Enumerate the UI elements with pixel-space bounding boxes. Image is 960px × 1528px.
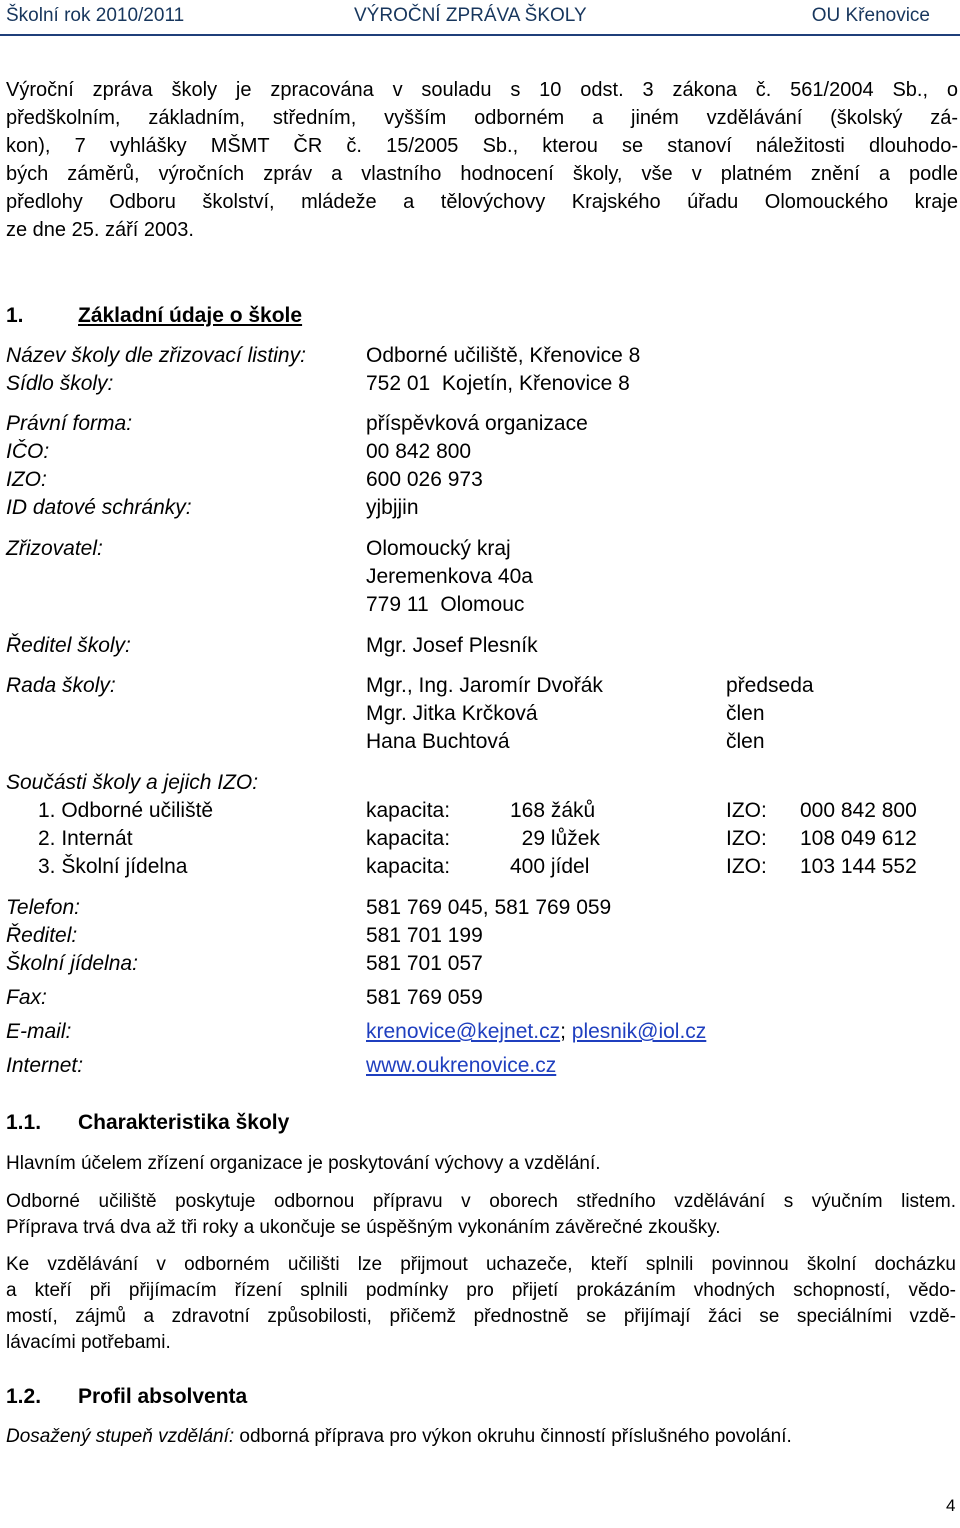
- email-link-plesnik[interactable]: plesnik@iol.cz: [571, 1020, 707, 1043]
- director-phone-value: 581 701 199: [366, 924, 483, 947]
- school-seat-value: 752 01 Kojetín, Křenovice 8: [366, 372, 630, 395]
- header-school-name: OU Křenovice: [811, 5, 930, 26]
- section-1-2-number: 1.2.: [6, 1385, 42, 1408]
- fax-value: 581 769 059: [366, 986, 483, 1009]
- canteen-phone-value: 581 701 057: [366, 952, 483, 975]
- education-level-label: Dosažený stupeň vzdělání:: [6, 1426, 235, 1447]
- intro-line: předlohy Odboru školství, mládeže a tělovýchovy Krajského úřadu Olomouckého kraje: [6, 191, 958, 213]
- founder-street: Jeremenkova 40a: [366, 565, 533, 588]
- intro-line: ze dne 25. září 2003.: [6, 219, 194, 241]
- section-1-1-title: Charakteristika školy: [78, 1111, 290, 1134]
- paragraph-training: [6, 1189, 956, 1241]
- header-school-year: Školní rok 2010/2011: [6, 5, 185, 26]
- board-member-role: předseda: [726, 674, 814, 697]
- board-member-name: Hana Buchtová: [366, 730, 510, 753]
- director-label: Ředitel školy:: [6, 634, 131, 657]
- education-level-value: odborná příprava pro výkon okruhu činností příslušného povolání.: [234, 1426, 792, 1447]
- school-part-capacity-label: kapacita:: [366, 799, 451, 822]
- school-parts-label: Součásti školy a jejich IZO:: [6, 771, 259, 794]
- intro-line: předškolním, základním, středním, vyšším odborném a jiném vzdělávání (školský zá-: [6, 107, 958, 129]
- school-part-name: 1. Odborné učiliště: [38, 799, 214, 822]
- school-part-izo-label: IZO:: [726, 799, 767, 822]
- school-part-izo: 108 049 612: [800, 827, 917, 850]
- school-part-name: 3. Školní jídelna: [38, 855, 188, 878]
- intro-line: bých záměrů, výročních zpráv a vlastního hodnocení školy, vše v platném znění a podle: [6, 163, 958, 185]
- board-member-role: člen: [726, 730, 765, 753]
- school-part-izo-label: IZO:: [726, 855, 767, 878]
- data-box-label: ID datové schránky:: [6, 496, 192, 519]
- paragraph-line: lávacími potřebami.: [6, 1332, 171, 1353]
- school-board-label: Rada školy:: [6, 674, 116, 697]
- section-1-2-title: Profil absolventa: [78, 1385, 248, 1408]
- paragraph-line: Ke vzdělávání v odborném učilišti lze přijmout uchazeče, kteří splnili povinnou školní docházku: [6, 1254, 956, 1275]
- school-part-izo: 000 842 800: [800, 799, 917, 822]
- school-part-capacity: 168 žáků: [510, 799, 596, 822]
- email-values: [366, 1020, 706, 1044]
- legal-form-label: Právní forma:: [6, 412, 133, 435]
- paragraph-line: Příprava trvá dva až tři roky a ukončuje se úspěšným vykonáním závěrečné zkoušky.: [6, 1217, 721, 1238]
- graduate-profile-line: [6, 1426, 792, 1448]
- section-1-1-number: 1.1.: [6, 1111, 42, 1134]
- board-member-name: Mgr. Jitka Krčková: [366, 702, 538, 725]
- school-part-capacity-label: kapacita:: [366, 827, 451, 850]
- founder-city: 779 11 Olomouc: [366, 593, 525, 616]
- paragraph-line: Hlavním účelem zřízení organizace je poskytování výchovy a vzdělání.: [6, 1153, 601, 1174]
- founder-label: Zřizovatel:: [6, 537, 103, 560]
- section-1-title: Základní údaje o škole: [78, 304, 303, 327]
- internet-label: Internet:: [6, 1054, 84, 1077]
- school-part-izo: 103 144 552: [800, 855, 917, 878]
- founder-name: Olomoucký kraj: [366, 537, 511, 560]
- paragraph-line: Odborné učiliště poskytuje odbornou přípravu v oborech středního vzdělávání s výučním listem.: [6, 1191, 956, 1212]
- page-number: 4: [946, 1496, 956, 1515]
- school-name-label: Název školy dle zřizovací listiny:: [6, 344, 306, 367]
- email-separator: ;: [560, 1020, 566, 1043]
- board-member-role: člen: [726, 702, 765, 725]
- paragraph-line: mostí, zájmů a zdravotní způsobilosti, přičemž přednostně se přijímají žáci se speciálními vzdě-: [6, 1306, 956, 1327]
- data-box-value: yjbjjin: [366, 496, 419, 519]
- school-part-capacity-label: kapacita:: [366, 855, 451, 878]
- header-report-title: VÝROČNÍ ZPRÁVA ŠKOLY: [354, 5, 587, 26]
- phone-label: Telefon:: [6, 896, 80, 919]
- email-link-krenovice[interactable]: krenovice@kejnet.cz: [366, 1020, 561, 1043]
- paragraph-purpose: [6, 1151, 956, 1177]
- izo-label: IZO:: [6, 468, 47, 491]
- director-phone-label: Ředitel:: [6, 924, 78, 947]
- school-name-value: Odborné učiliště, Křenovice 8: [366, 344, 641, 367]
- intro-paragraph: [6, 76, 958, 244]
- intro-line: kon), 7 vyhlášky MŠMT ČR č. 15/2005 Sb., kterou se stanoví náležitosti dlouhodo-: [6, 135, 958, 157]
- phone-value: 581 769 045, 581 769 059: [366, 896, 612, 919]
- intro-line: Výroční zpráva školy je zpracována v souladu s 10 odst. 3 zákona č. 561/2004 Sb., o: [6, 79, 958, 101]
- school-part-capacity: 29 lůžek: [510, 827, 600, 850]
- school-seat-label: Sídlo školy:: [6, 372, 114, 395]
- school-part-capacity: 400 jídel: [510, 855, 590, 878]
- izo-value: 600 026 973: [366, 468, 483, 491]
- fax-label: Fax:: [6, 986, 47, 1009]
- legal-form-value: příspěvková organizace: [366, 412, 588, 435]
- ico-label: IČO:: [6, 440, 50, 463]
- school-part-name: 2. Internát: [38, 827, 133, 850]
- page-header: [0, 0, 960, 36]
- ico-value: 00 842 800: [366, 440, 472, 463]
- board-member-name: Mgr., Ing. Jaromír Dvořák: [366, 674, 603, 697]
- school-part-izo-label: IZO:: [726, 827, 767, 850]
- website-link[interactable]: www.oukrenovice.cz: [366, 1054, 557, 1077]
- email-label: E-mail:: [6, 1020, 72, 1043]
- canteen-phone-label: Školní jídelna:: [6, 952, 138, 975]
- paragraph-line: a kteří při přijímacím řízení splnili podmínky pro přijetí prokázáním vhodných schopností, vědo-: [6, 1280, 956, 1301]
- section-1-number: 1.: [6, 304, 24, 327]
- paragraph-admission: [6, 1252, 956, 1356]
- director-value: Mgr. Josef Plesník: [366, 634, 538, 657]
